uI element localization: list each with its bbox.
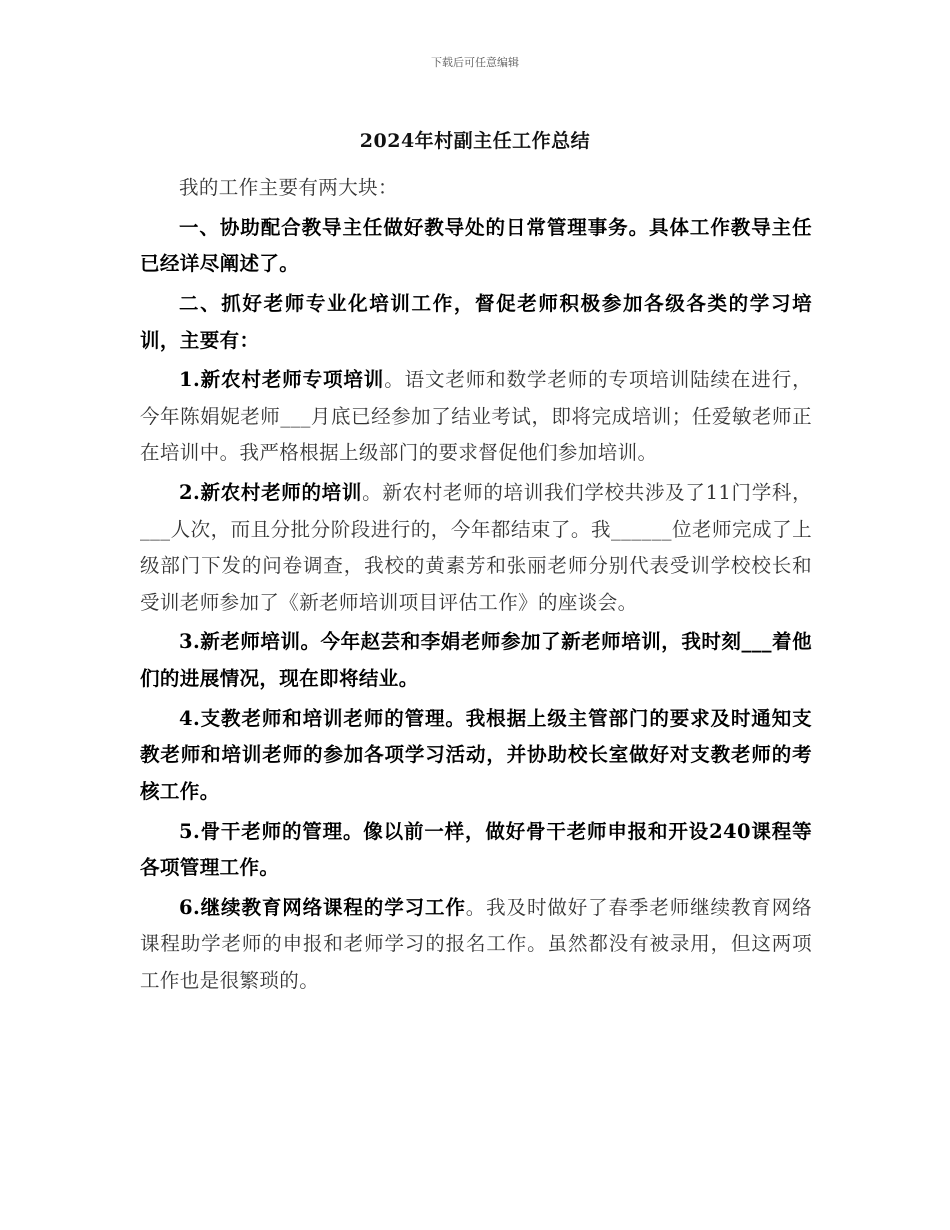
item-4-paragraph [140,701,812,811]
item-4-heading: 4.支教老师和培训老师的管理。我根据上级主管部门的要求及时通知支教老师和培训老师的参加各项学习活动，并协助校长室做好对支教老师的考核工作。 [140,706,812,803]
item-2-body: 。新农村老师的培训我们学校共涉及了11门学科，___人次，而且分批分阶段进行的，今年都结束了。我______位老师完成了上级部门下发的问卷调查，我校的黄素芳和张丽老师分别代表受训学校校长和受训老师参加了《新老师培训项目评估工作》的座谈会。 [140,481,813,614]
item-6-heading: 6.继续教育网络课程的学习工作 [179,895,466,919]
item-1-body: 。语文老师和数学老师的专项培训陆续在进行，今年陈娟妮老师___月底已经参加了结业考试，即将完成培训；任爱敏老师正在培训中。我严格根据上级部门的要求督促他们参加培训。 [140,368,812,465]
item-2-paragraph [140,475,812,621]
item-3-paragraph [140,624,812,697]
item-6-body: 。我及时做好了春季老师继续教育网络课程助学老师的申报和老师学习的报名工作。虽然都没有被录用，但这两项工作也是很繁琐的。 [140,895,812,992]
item-5-heading: 5.骨干老师的管理。像以前一样，做好骨干老师申报和开设240课程等各项管理工作。 [140,819,812,880]
item-1-heading: 1.新农村老师专项培训 [179,368,385,392]
item-5-paragraph [140,814,812,887]
item-2-heading: 2.新农村老师的培训 [179,481,363,505]
item-3-heading: 3.新老师培训。今年赵芸和李娟老师参加了新老师培训，我时刻___着他们的进展情况，现在即将结业。 [140,630,812,690]
document-title: 2024年村副主任工作总结 [359,130,591,152]
page-header-note: 下载后可任意编辑 [431,56,519,69]
intro-paragraph: 我的工作主要有两大块： [179,176,398,199]
section-1-paragraph: 一、协助配合教导主任做好教导处的日常管理事务。具体工作教导主任已经详尽阐述了。 [140,215,812,276]
document-body [140,170,812,1003]
item-1-paragraph [140,362,812,472]
section-2-paragraph: 二、抓好老师专业化培训工作，督促老师积极参加各级各类的学习培训，主要有： [140,292,812,352]
item-6-paragraph [140,890,812,1000]
